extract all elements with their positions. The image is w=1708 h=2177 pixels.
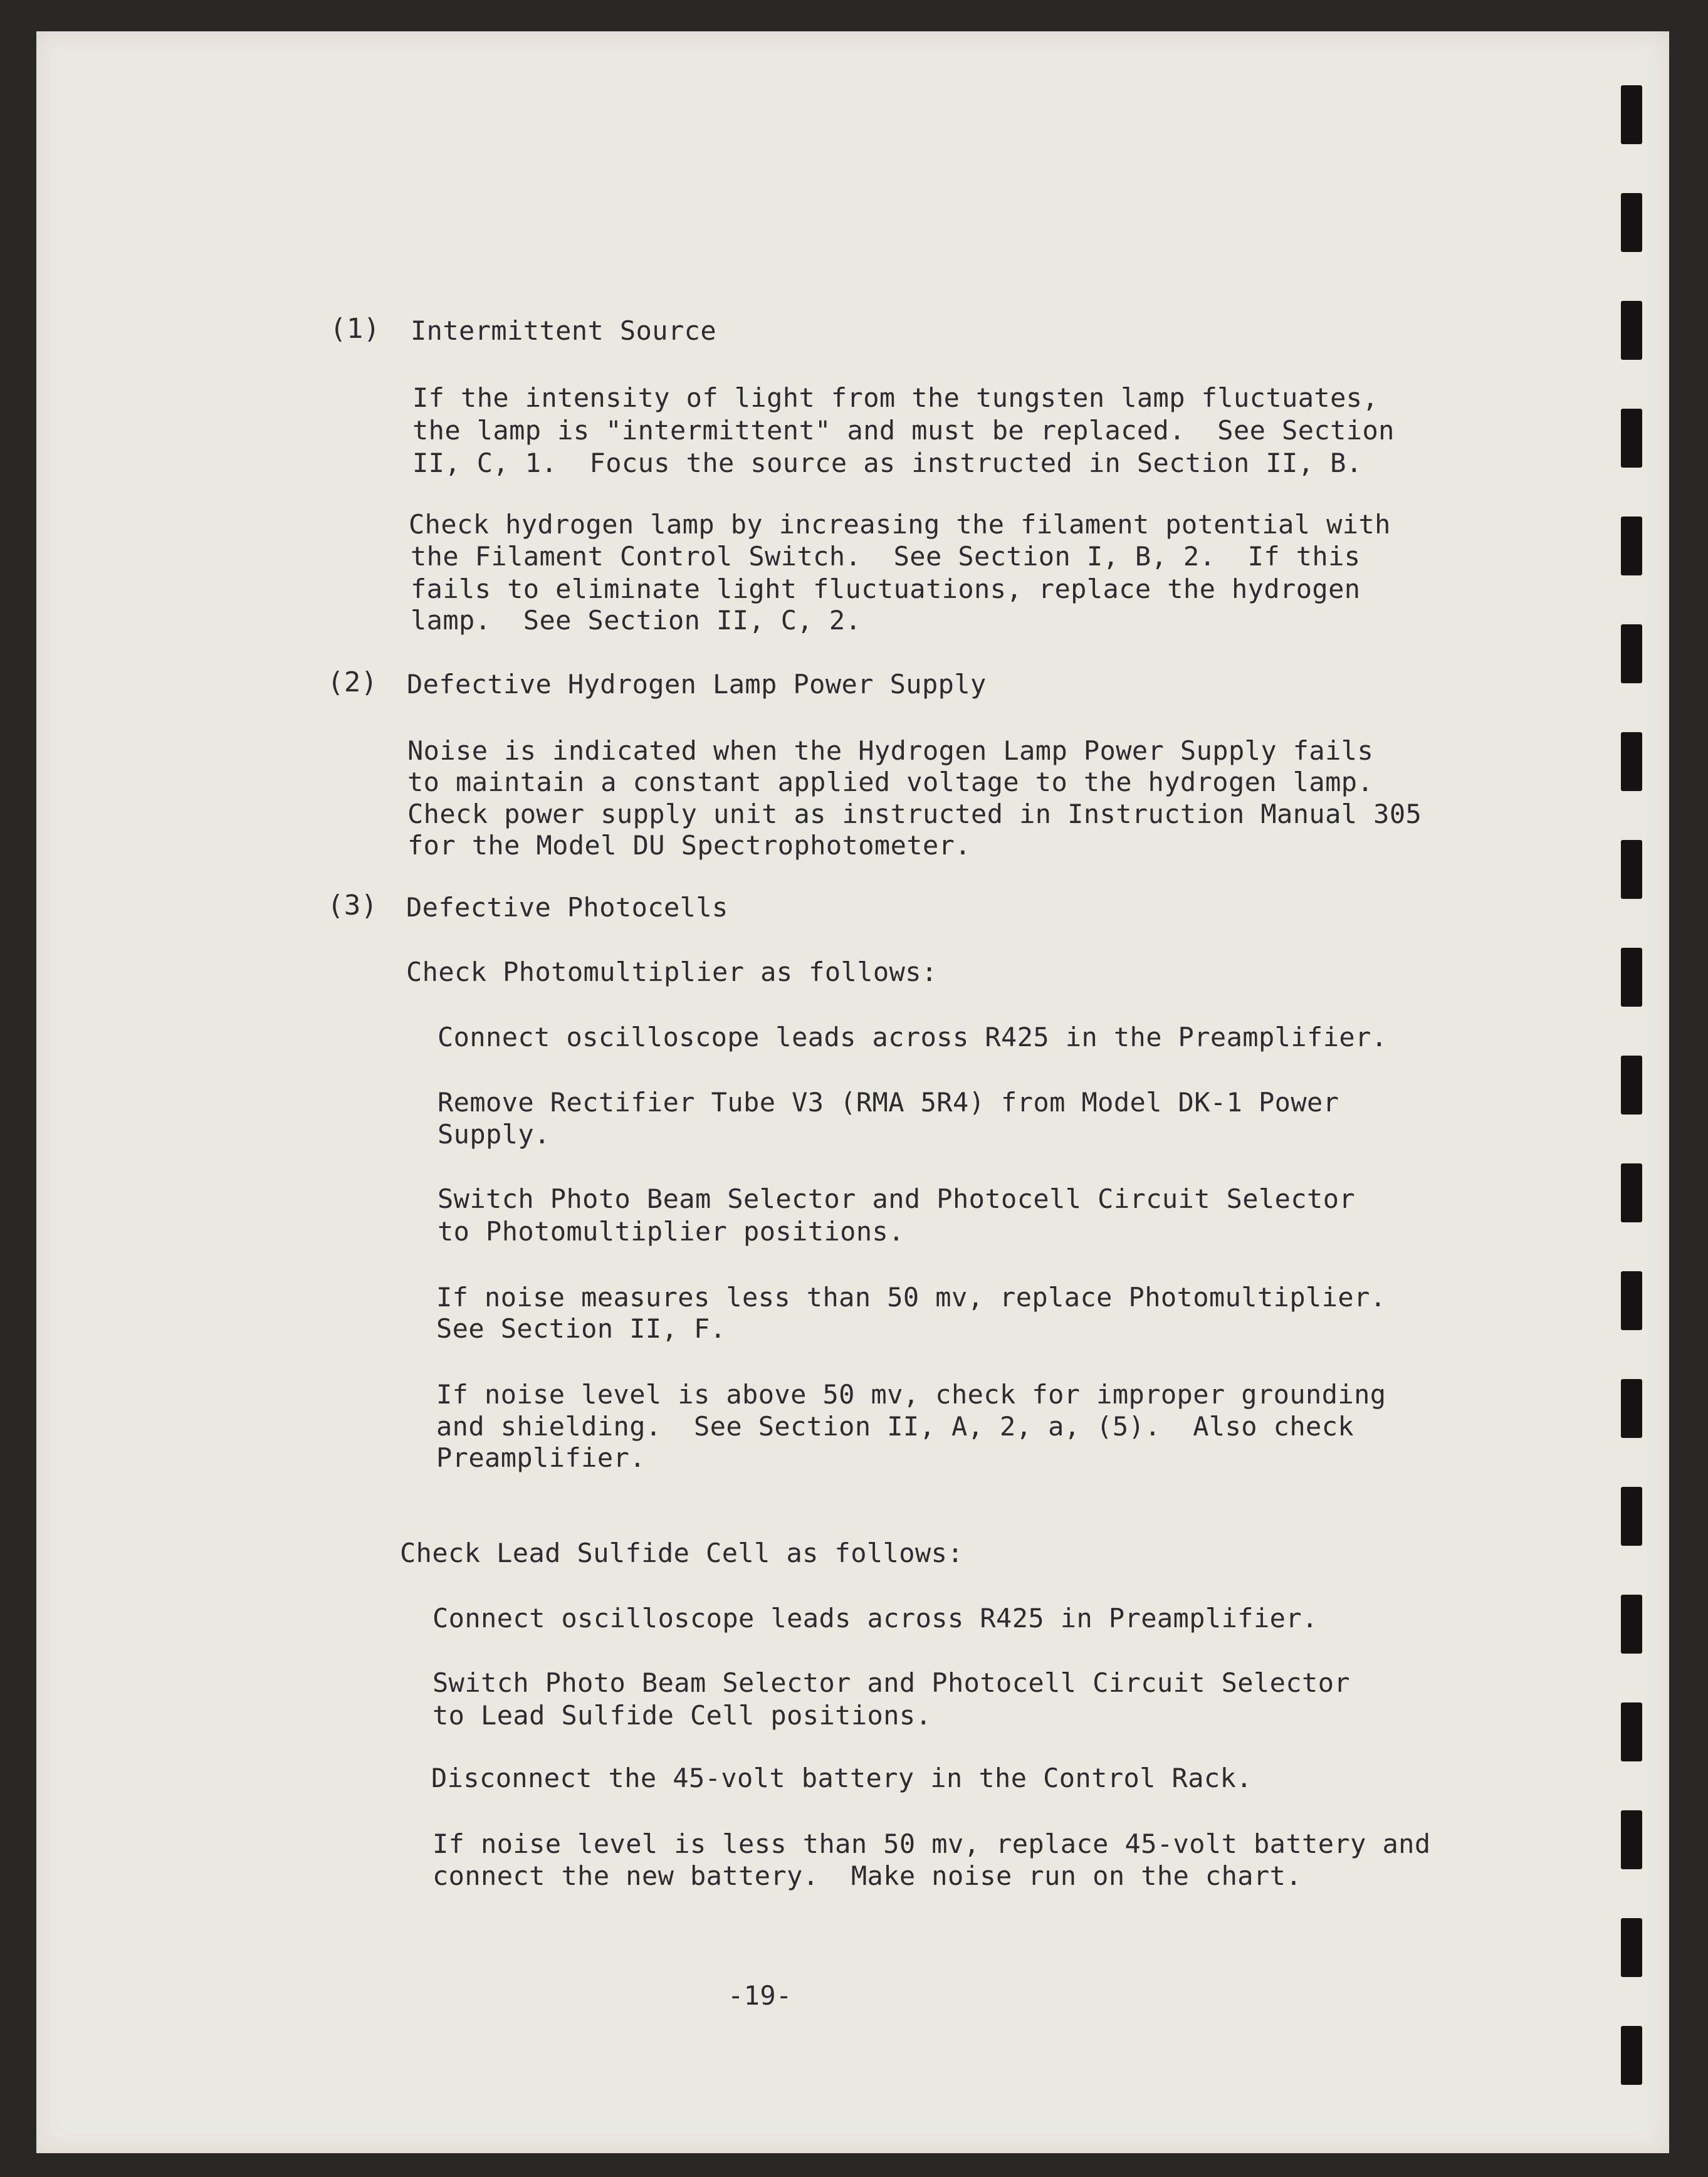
photomultiplier-intro: Check Photomultiplier as follows: bbox=[406, 957, 938, 987]
binding-hole bbox=[1621, 1379, 1642, 1438]
photomultiplier-step-line: Supply. bbox=[437, 1119, 550, 1150]
section-2-paragraph-line: Noise is indicated when the Hydrogen Lamp Power Supply fails bbox=[407, 735, 1374, 766]
photomultiplier-step-line: If noise measures less than 50 mv, replace Photomultiplier. bbox=[436, 1282, 1386, 1313]
binding-hole bbox=[1621, 1595, 1642, 1654]
section-1-heading: Intermittent Source bbox=[411, 315, 717, 346]
section-1-paragraph-2-line: the Filament Control Switch. See Section I, B, 2. If this bbox=[411, 541, 1361, 572]
lead-sulfide-step-line: If noise level is less than 50 mv, replace 45-volt battery and bbox=[432, 1828, 1431, 1859]
section-2-heading: Defective Hydrogen Lamp Power Supply bbox=[407, 669, 987, 700]
binding-hole bbox=[1621, 193, 1642, 252]
lead-sulfide-step-line: connect the new battery. Make noise run on the chart. bbox=[432, 1860, 1302, 1891]
section-1-paragraph-1-line: If the intensity of light from the tungsten lamp fluctuates, bbox=[412, 382, 1379, 413]
binding-hole bbox=[1621, 732, 1642, 791]
binding-hole bbox=[1621, 1918, 1642, 1977]
lead-sulfide-step-line: Connect oscilloscope leads across R425 in Preamplifier. bbox=[432, 1603, 1318, 1634]
binding-hole bbox=[1621, 1810, 1642, 1869]
photomultiplier-step-line: and shielding. See Section II, A, 2, a, (5). Also check bbox=[436, 1411, 1354, 1442]
photomultiplier-step-line: Remove Rectifier Tube V3 (RMA 5R4) from Model DK-1 Power bbox=[437, 1087, 1339, 1118]
binding-hole bbox=[1621, 624, 1642, 683]
section-1-paragraph-1-line: II, C, 1. Focus the source as instructed in Section II, B. bbox=[412, 448, 1363, 478]
binding-hole bbox=[1621, 85, 1642, 144]
binding-hole bbox=[1621, 1056, 1642, 1115]
section-2-paragraph-line: to maintain a constant applied voltage to the hydrogen lamp. bbox=[407, 767, 1374, 797]
photomultiplier-step-line: Preamplifier. bbox=[436, 1442, 646, 1473]
binding-hole bbox=[1621, 840, 1642, 899]
lead-sulfide-step-line: Switch Photo Beam Selector and Photocell Circuit Selector bbox=[432, 1667, 1351, 1698]
section-1-paragraph-1-line: the lamp is "intermittent" and must be replaced. See Section bbox=[412, 415, 1395, 446]
section-2-number: (2) bbox=[327, 666, 378, 698]
binding-hole bbox=[1621, 948, 1642, 1007]
lead-sulfide-step-line: to Lead Sulfide Cell positions. bbox=[432, 1700, 932, 1731]
photomultiplier-step-line: Connect oscilloscope leads across R425 in the Preamplifier. bbox=[437, 1022, 1388, 1052]
section-3-heading: Defective Photocells bbox=[406, 892, 728, 923]
page-number: -19- bbox=[728, 1980, 792, 2011]
binding-hole bbox=[1621, 301, 1642, 360]
binding-hole bbox=[1621, 1487, 1642, 1546]
lead-sulfide-step-line: Disconnect the 45-volt battery in the Control Rack. bbox=[431, 1763, 1252, 1793]
section-1-number: (1) bbox=[330, 313, 380, 345]
photomultiplier-step-line: Switch Photo Beam Selector and Photocell Circuit Selector bbox=[437, 1183, 1356, 1214]
binding-hole bbox=[1621, 409, 1642, 468]
binding-hole bbox=[1621, 1702, 1642, 1761]
document-page bbox=[36, 31, 1669, 2153]
section-3-number: (3) bbox=[327, 889, 378, 921]
section-2-paragraph-line: for the Model DU Spectrophotometer. bbox=[407, 830, 972, 861]
binding-hole bbox=[1621, 1271, 1642, 1330]
section-1-paragraph-2-line: fails to eliminate light fluctuations, replace the hydrogen bbox=[411, 574, 1361, 604]
photomultiplier-step-line: See Section II, F. bbox=[436, 1313, 726, 1344]
section-2-paragraph-line: Check power supply unit as instructed in Instruction Manual 305 bbox=[407, 799, 1422, 829]
photomultiplier-step-line: If noise level is above 50 mv, check for improper grounding bbox=[436, 1379, 1386, 1410]
binding-hole bbox=[1621, 2026, 1642, 2085]
binding-hole bbox=[1621, 1163, 1642, 1222]
section-1-paragraph-2-line: lamp. See Section II, C, 2. bbox=[411, 605, 862, 636]
lead-sulfide-intro: Check Lead Sulfide Cell as follows: bbox=[400, 1538, 964, 1568]
section-1-paragraph-2-line: Check hydrogen lamp by increasing the filament potential with bbox=[409, 509, 1391, 540]
binding-hole bbox=[1621, 517, 1642, 575]
photomultiplier-step-line: to Photomultiplier positions. bbox=[437, 1216, 904, 1247]
